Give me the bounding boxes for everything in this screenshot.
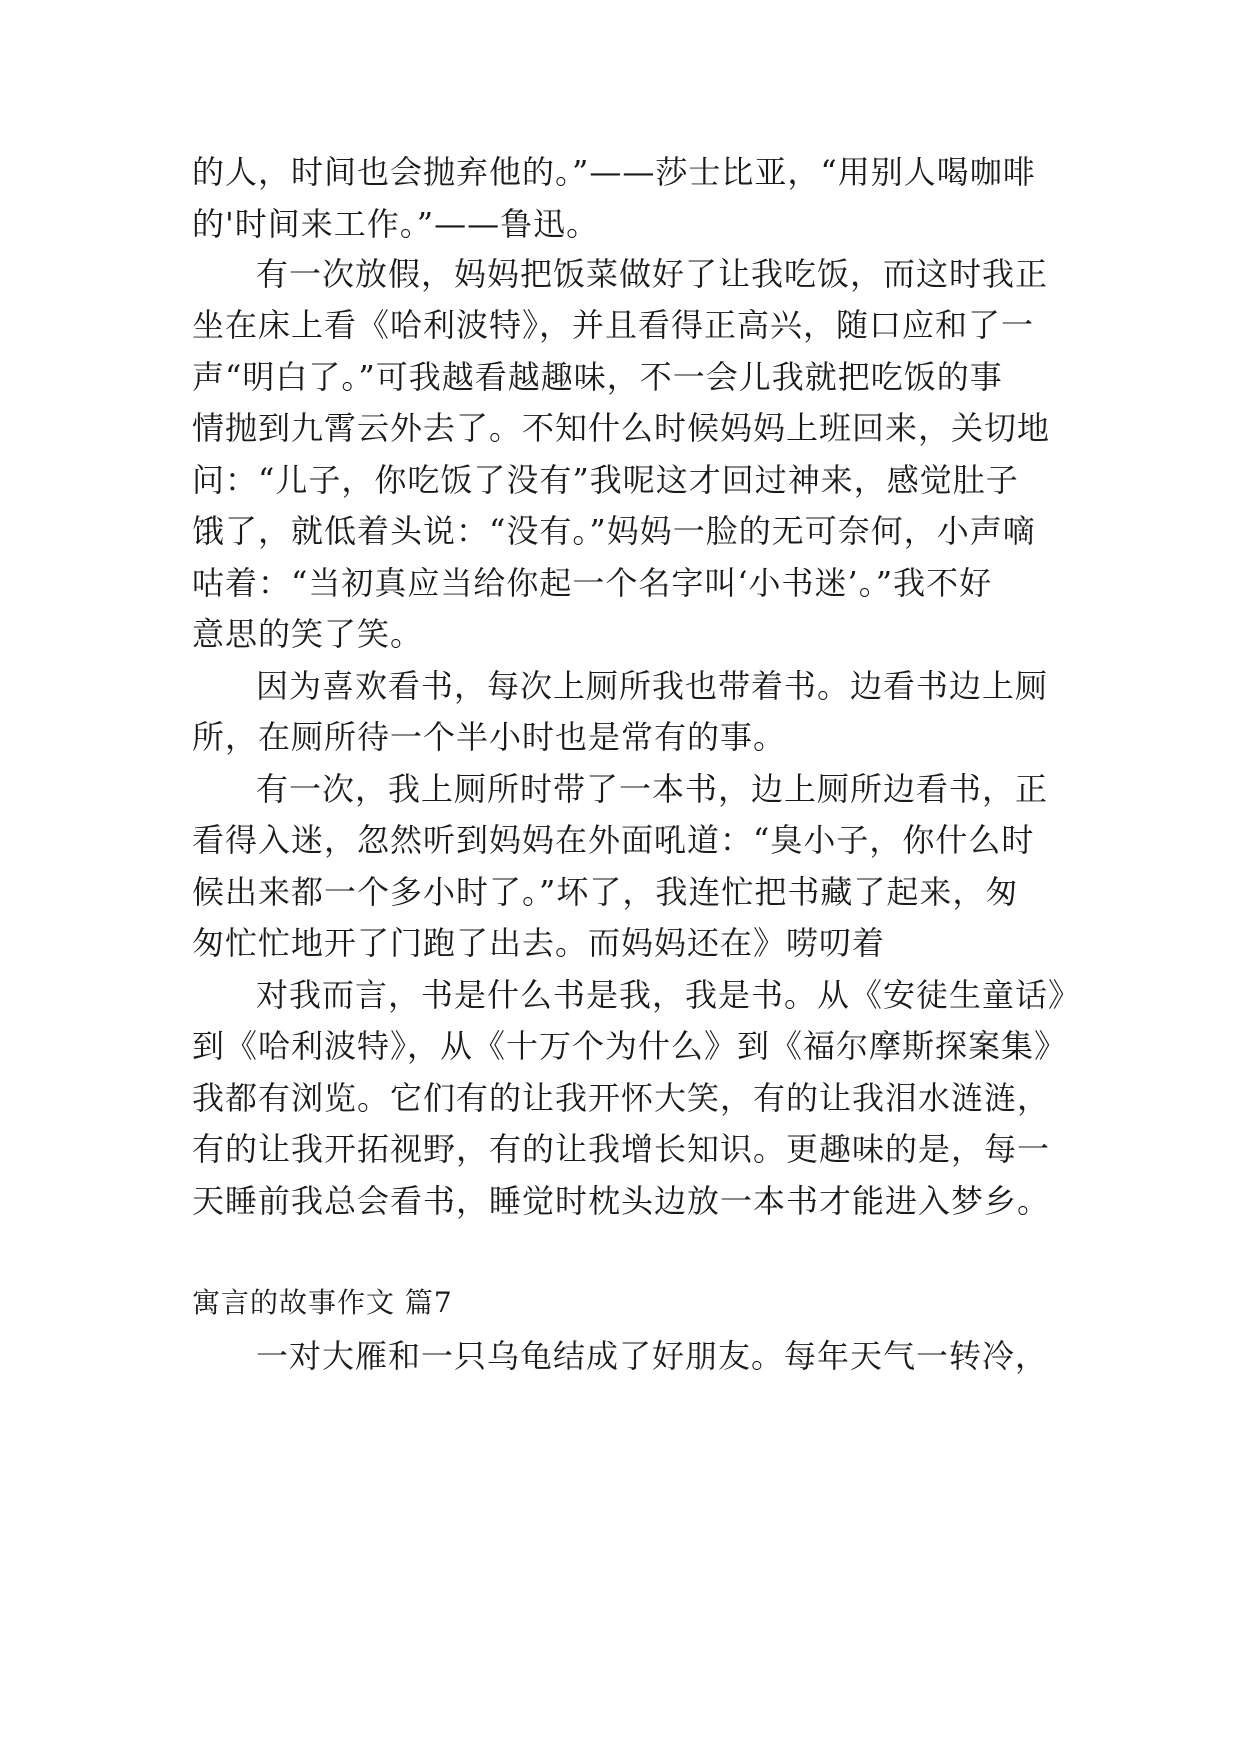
- text-line: 所，在厕所待一个半小时也是常有的事。: [192, 718, 787, 756]
- section-heading: 寓言的故事作文 篇7: [192, 1286, 453, 1319]
- text-line: 问：“儿子，你吃饭了没有”我呢这才回过神来，感觉肚子: [192, 461, 1019, 499]
- paragraph-start: 有一次放假，妈妈把饭菜做好了让我吃饭，而这时我正: [256, 255, 1049, 293]
- paragraph-start: 一对大雁和一只乌龟结成了好朋友。每年天气一转冷，: [256, 1337, 1049, 1375]
- text-line: 咕着：“当初真应当给你起一个名字叫‘小书迷’。”我不好: [192, 564, 993, 602]
- text-line: 声“明白了。”可我越看越趣味，不一会儿我就把吃饭的事: [192, 358, 1003, 396]
- text-line: 天睡前我总会看书，睡觉时枕头边放一本书才能进入梦乡。: [192, 1182, 1051, 1220]
- text-line: 候出来都一个多小时了。”坏了，我连忙把书藏了起来，匆: [192, 873, 1019, 911]
- text-line: 匆忙忙地开了门跑了出去。而妈妈还在》唠叨着: [192, 924, 886, 962]
- text-line: 到《哈利波特》，从《十万个为什么》到《福尔摩斯探案集》: [192, 1027, 1068, 1065]
- text-line: 我都有浏览。它们有的让我开怀大笑，有的让我泪水涟涟，: [192, 1079, 1051, 1117]
- text-line: 有的让我开拓视野，有的让我增长知识。更趣味的是，每一: [192, 1130, 1051, 1168]
- text-line: 饿了，就低着头说：“没有。”妈妈一脸的无可奈何，小声嘀: [192, 512, 1036, 550]
- text-line: 看得入迷，忽然听到妈妈在外面吼道：“臭小子，你什么时: [192, 821, 1035, 859]
- text-line: 坐在床上看《哈利波特》，并且看得正高兴，随口应和了一: [192, 306, 1035, 344]
- text-line: 情抛到九霄云外去了。不知什么时候妈妈上班回来，关切地: [192, 409, 1051, 447]
- paragraph-start: 有一次，我上厕所时带了一本书，边上厕所边看书，正: [256, 770, 1049, 808]
- text-line: 的人，时间也会抛弃他的。”——莎士比亚，“用别人喝咖啡: [192, 153, 1036, 191]
- paragraph-start: 对我而言，书是什么书是我，我是书。从《安徒生童话》: [256, 976, 1082, 1014]
- text-line: 意思的笑了笑。: [192, 615, 424, 653]
- text-line: 的'时间来工作。”——鲁迅。: [192, 205, 600, 243]
- paragraph-start: 因为喜欢看书，每次上厕所我也带着书。边看书边上厕: [256, 667, 1049, 705]
